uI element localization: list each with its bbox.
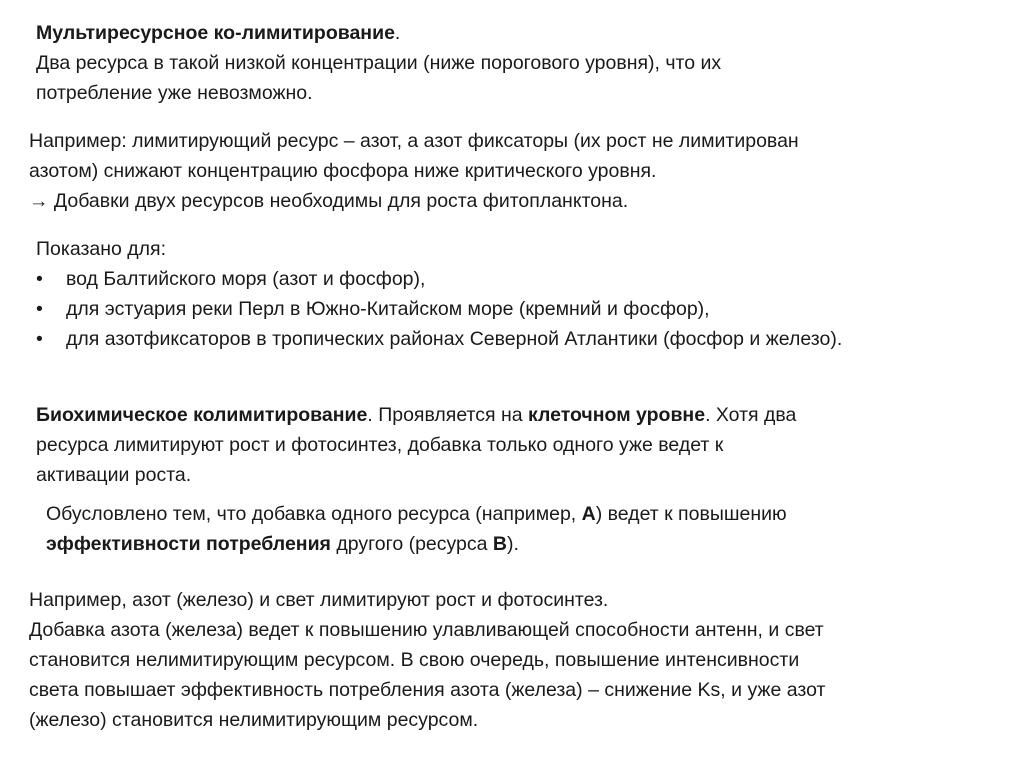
bullet-icon: •	[36, 328, 43, 350]
line: ресурса лимитируют рост и фотосинтез, добавка только одного уже ведет к	[36, 434, 724, 456]
line: потребление уже невозможно.	[36, 82, 313, 104]
line: (железо) становится нелимитирующим ресурсом.	[29, 709, 479, 731]
line: Например, азот (железо) и свет лимитируют рост и фотосинтез.	[29, 589, 609, 611]
list-intro: Показано для:	[36, 238, 166, 260]
line: активации роста.	[36, 464, 192, 486]
paragraph-efficiency	[46, 499, 1006, 559]
paragraph-shown-for	[36, 234, 936, 354]
line: Обусловлено тем, что добавка одного ресурса (например, А) ведет к повышению	[46, 503, 787, 525]
line: Добавка азота (железа) ведет к повышению улавливающей способности антенн, и свет	[29, 619, 824, 641]
paragraph-example-light	[29, 585, 1019, 735]
line: Мультиресурсное ко-лимитирование.	[36, 22, 401, 44]
bullet-icon: •	[36, 268, 43, 290]
line: Например: лимитирующий ресурс – азот, а азот фиксаторы (их рост не лимитирован	[29, 130, 799, 152]
term-biochemical-colimitation: Биохимическое колимитирование	[36, 404, 368, 426]
line: света повышает эффективность потребления азота (железа) – снижение Ks, и уже азот	[29, 679, 826, 701]
term-multiresource-colimitation: Мультиресурсное ко-лимитирование	[36, 22, 395, 44]
paragraph-multiresource-colimitation	[36, 18, 996, 108]
bullet-list	[36, 264, 936, 354]
term-cellular-level: клеточном уровне	[528, 404, 706, 426]
line: → Добавки двух ресурсов необходимы для роста фитопланктона.	[29, 190, 629, 212]
paragraph-example-nitrogen	[29, 126, 1009, 216]
line: Два ресурса в такой низкой концентрации (ниже порогового уровня), что их	[36, 52, 722, 74]
list-item: • для эстуария реки Перл в Южно-Китайском море (кремний и фосфор),	[36, 294, 936, 324]
line: Биохимическое колимитирование. Проявляется на клеточном уровне. Хотя два	[36, 404, 797, 426]
list-item: • вод Балтийского моря (азот и фосфор),	[36, 264, 936, 294]
paragraph-biochemical-colimitation	[36, 400, 996, 490]
resource-b: В	[492, 533, 508, 555]
line: азотом) снижают концентрацию фосфора ниже критического уровня.	[29, 160, 657, 182]
line: эффективности потребления другого (ресурса В).	[46, 533, 519, 555]
list-item: • для азотфиксаторов в тропических районах Северной Атлантики (фосфор и железо).	[36, 324, 916, 354]
line: становится нелимитирующим ресурсом. В свою очередь, повышение интенсивности	[29, 649, 800, 671]
resource-a: А	[581, 503, 596, 525]
term-consumption-efficiency: эффективности потребления	[46, 533, 331, 555]
bullet-icon: •	[36, 298, 43, 320]
